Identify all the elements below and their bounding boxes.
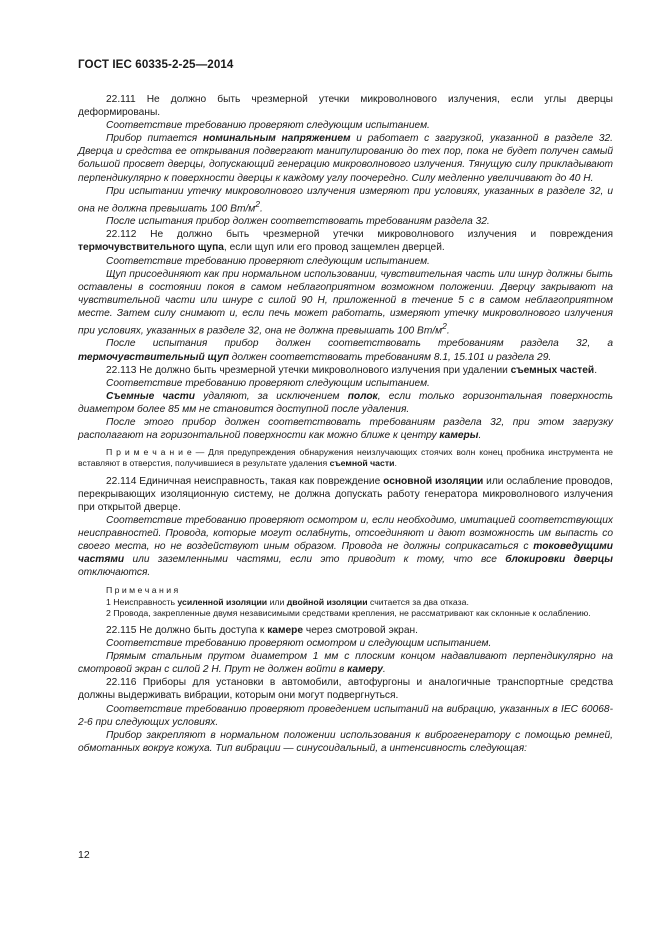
page-number: 12 bbox=[78, 849, 90, 861]
term-cavity: камеры bbox=[439, 430, 479, 442]
note: П р и м е ч а н и е — Для предупреждения обнаружения неизлучающих стоячих волн конец пробника инструмента не вставляют в отверстия, получившиеся в результате удаления съемной части. bbox=[78, 447, 613, 469]
term-cavity: камере bbox=[267, 624, 304, 636]
term-live-parts: токоведущими частями bbox=[78, 541, 613, 566]
compliance-statement: Соответствие требованию проверяют следующим испытанием. bbox=[106, 120, 430, 132]
test-procedure: Прямым стальным прутом диаметром 1 мм с плоским концом надавливают перпендикулярно на смотровой экран с силой 2 Н. Прут не должен войти в камеру. bbox=[78, 651, 613, 676]
compliance-statement: Соответствие требованию проверяют осмотром и следующим испытанием. bbox=[106, 638, 492, 650]
note-item-2: 2 Провода, закрепленные двумя независимыми средствами крепления, не рассматривают как склонные к ослаблению. bbox=[106, 607, 591, 618]
note-label: П р и м е ч а н и е bbox=[106, 447, 192, 458]
term-cavity: камеру bbox=[347, 664, 383, 676]
test-procedure: Съемные части удаляют, за исключением полок, если только горизонтальная поверхность диаметром более 85 мм не становится доступной после удаления. bbox=[78, 390, 613, 415]
notes-label: П р и м е ч а н и я bbox=[106, 585, 179, 596]
compliance-statement: Соответствие требованию проверяют следующим испытанием. bbox=[106, 255, 430, 267]
compliance-statement: Соответствие требованию проверяют осмотром и, если необходимо, имитацией соответствующих неисправностей. Провода, которые могут ослабнуть, отсоединяют и дают возможность им выпасть со своего места, но не воздействуют иным образом. Провода не должны соприкасаться с токоведущими частями или заземленными частями, если это приводит к тому, что все блокировки дверцы отключаются. bbox=[78, 514, 614, 579]
term-removable-part: съемной части bbox=[329, 458, 395, 469]
term-shelves: полок bbox=[347, 390, 378, 402]
paragraph-22-114: 22.114 Единичная неисправность, такая как повреждение основной изоляции или ослабление проводов, перекрывающих изоляционную систему, не должна допускать работу генератора микроволнового излучения при открытой дверце. bbox=[78, 475, 613, 513]
test-result: После испытания прибор должен соответствовать требованиям раздела 32. bbox=[106, 216, 490, 228]
term-removable-parts: Съемные части bbox=[106, 390, 196, 402]
page-header: ГОСТ IEC 60335-2-25—2014 bbox=[78, 58, 234, 71]
term-basic-insulation: основной изоляции bbox=[383, 475, 484, 487]
paragraph-22-115: 22.115 Не должно быть доступа к камере через смотровой экран. bbox=[106, 624, 418, 636]
paragraph-22-112: 22.112 Не должно быть чрезмерной утечки микроволнового излучения и повреждения термочувствительного щупа, если щуп или его провод защемлен дверцей. bbox=[78, 229, 613, 254]
test-procedure: Прибор закрепляют в нормальном положении использования к виброгенератору с помощью ремней, обмотанных вокруг кожуха. Тип вибрации — синусоидальный, а интенсивность следующая: bbox=[78, 729, 613, 754]
term-removable-parts: съемных частей bbox=[510, 364, 595, 376]
test-measurement: При испытании утечку микроволнового излучения измеряют при условиях, указанных в разделе 32, и она не должна превышать 100 $Вт/м^2$. bbox=[78, 185, 613, 215]
term-door-interlocks: блокировки дверцы bbox=[505, 554, 614, 566]
test-procedure: Прибор питается номинальным напряжением и работает с загрузкой, указанной в разделе 32. Дверца и средства ее открывания подвергают манипулированию до тех пор, пока не будет получен самый большой просвет дверцы, допускающий генерацию микроволнового излучения. Тянущую силу прикладывают перпендикулярно к поверхности дверцы к каждому углу поочередно. Силу медленно увеличивают до 40 Н. bbox=[78, 133, 613, 184]
test-result: После испытания прибор должен соответствовать требованиям раздела 32, а термочувствительный щуп должен соответствовать требованиям 8.1, 15.101 и раздела 29. bbox=[78, 338, 613, 363]
term-reinforced-insulation: усиленной изоляции bbox=[177, 596, 268, 607]
paragraph-22-113: 22.113 Не должно быть чрезмерной утечки микроволнового излучения при удалении съемных частей. bbox=[106, 364, 598, 376]
document-body bbox=[78, 93, 613, 755]
paragraph-22-116: 22.116 Приборы для установки в автомобили, автофургоны и аналогичные транспортные средства должны выдерживать вибрации, которым они могут подвергнуться. bbox=[78, 677, 613, 702]
test-result: После этого прибор должен соответствовать требованиям раздела 32, при этом загрузку располагают на горизонтальной поверхности как можно ближе к центру камеры. bbox=[78, 417, 613, 442]
term-double-insulation: двойной изоляции bbox=[286, 596, 368, 607]
term-rated-voltage: номинальным напряжением bbox=[202, 133, 351, 145]
term-temperature-probe: термочувствительный щуп bbox=[78, 351, 229, 363]
term-temperature-probe: термочувствительного щупа bbox=[78, 242, 224, 254]
test-procedure: Щуп присоединяют как при нормальном использовании, чувствительная часть или шнур должны быть оставлены в состоянии покоя в самом неблагоприятном возможном положении. Дверцу закрывают на чувствительной части или шнуре с силой 90 Н, приложенной в течение 5 с в самом неблагоприятном месте. Затем силу снимают и, если печь может работать, измеряют утечку микроволнового излучения при условиях, указанных в разделе 32, она не должна превышать 100 $Вт/м^2$. bbox=[78, 268, 613, 337]
compliance-statement: Соответствие требованию проверяют следующим испытанием. bbox=[106, 377, 430, 389]
note-item-1: 1 Неисправность усиленной изоляции или двойной изоляции считается за два отказа. bbox=[106, 596, 469, 607]
compliance-statement: Соответствие требованию проверяют проведением испытаний на вибрацию, указанных в IEC 60068-2-6 при следующих условиях. bbox=[78, 703, 613, 728]
paragraph-22-111: 22.111 Не должно быть чрезмерной утечки микроволнового излучения, если углы дверцы деформированы. bbox=[78, 94, 613, 119]
